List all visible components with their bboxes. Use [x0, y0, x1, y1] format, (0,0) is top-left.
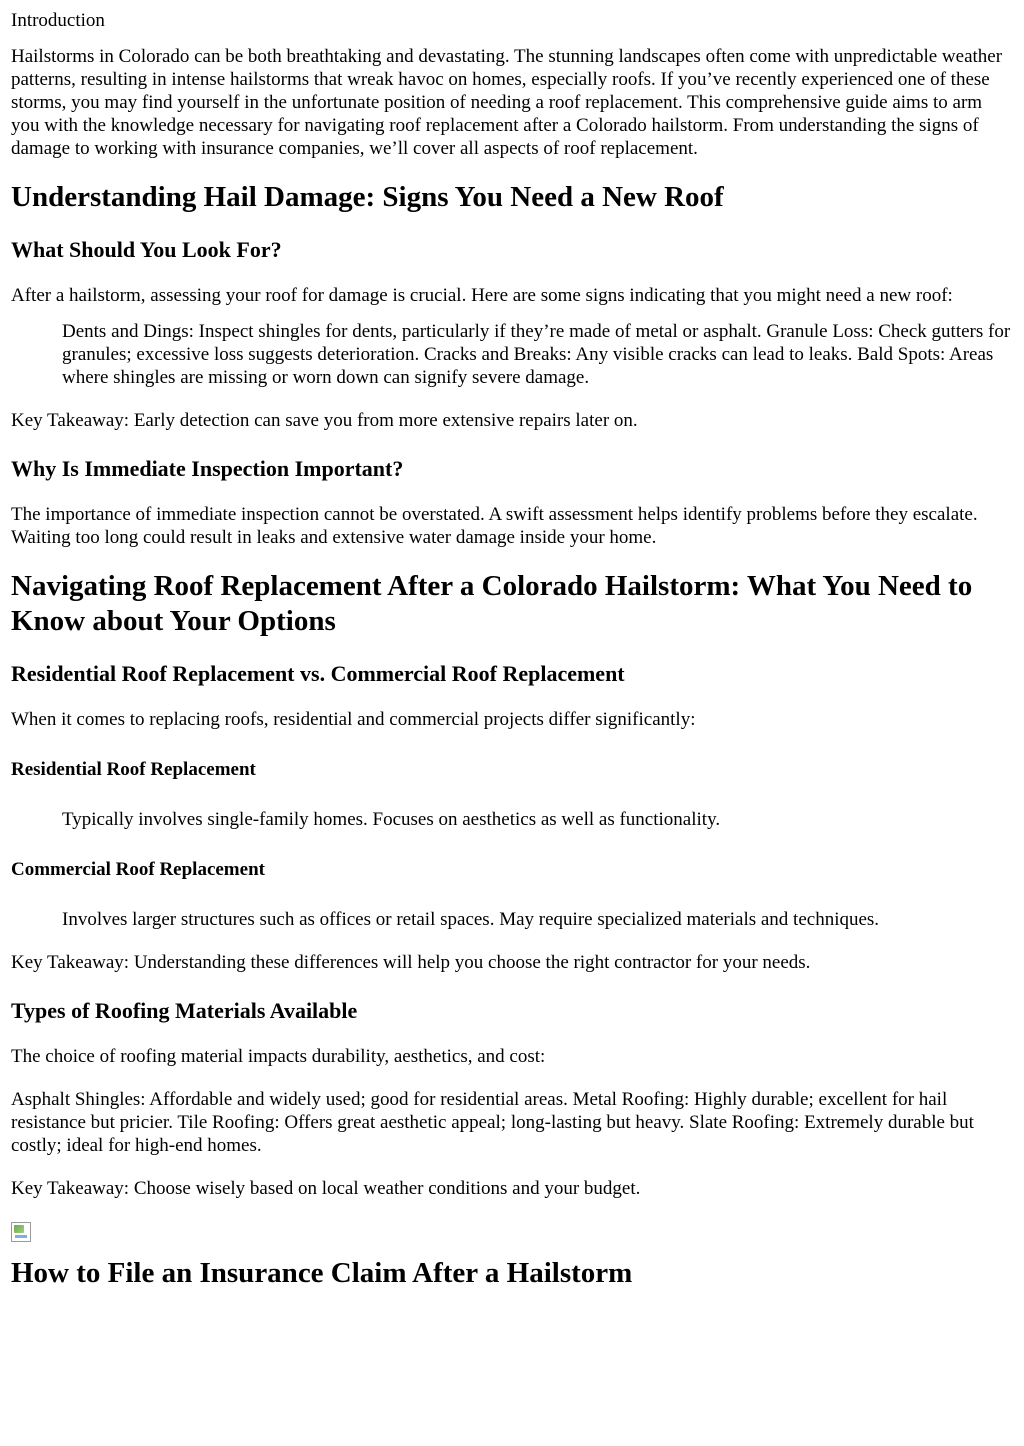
look-for-paragraph: After a hailstorm, assessing your roof for damage is crucial. Here are some signs indicating that you might need a new roof:: [11, 285, 953, 306]
damage-signs-list: Dents and Dings: Inspect shingles for dents, particularly if they’re made of metal or asphalt. Granule Loss: Check gutters for granules; excessive loss suggests deterioration. Cracks and Breaks: Any visible cracks can lead to leaks. Bald Spots: Areas where shingles are missing or worn down can signify severe damage.: [62, 321, 1011, 388]
intro-label: Introduction: [11, 10, 105, 31]
subheading-residential-vs-commercial: Residential Roof Replacement vs. Commercial Roof Replacement: [11, 661, 625, 686]
subheading-residential: Residential Roof Replacement: [11, 759, 256, 780]
subheading-immediate-inspection: Why Is Immediate Inspection Important?: [11, 456, 404, 481]
subheading-what-to-look-for: What Should You Look For?: [11, 237, 282, 262]
intro-paragraph: Hailstorms in Colorado can be both breathtaking and devastating. The stunning landscapes often come with unpredictable weather patterns, resulting in intense hailstorms that wreak havoc on homes, especially roofs. If you’ve recently experienced one of these storms, you may find yourself in the unfortunate position of needing a roof replacement. This comprehensive guide aims to arm you with the knowledge necessary for navigating roof replacement after a Colorado hailstorm. From understanding the signs of damage to working with insurance companies, we’ll cover all aspects of roof replacement.: [11, 46, 1003, 159]
materials-list: Asphalt Shingles: Affordable and widely used; good for residential areas. Metal Roofing: Highly durable; excellent for hail resistance but pricier. Tile Roofing: Offers great aesthetic appeal; long-lasting but heavy. Slate Roofing: Extremely durable but costly; ideal for high-end homes.: [11, 1089, 974, 1156]
key-takeaway-differences: Key Takeaway: Understanding these differences will help you choose the right contractor for your needs.: [11, 952, 811, 973]
section-heading-navigating-options: Navigating Roof Replacement After a Colorado Hailstorm: What You Need to Know about Your Options: [11, 570, 973, 637]
inspection-paragraph: The importance of immediate inspection cannot be overstated. A swift assessment helps identify problems before they escalate. Waiting too long could result in leaks and extensive water damage inside your home.: [11, 504, 978, 548]
residential-list: Typically involves single-family homes. Focuses on aesthetics as well as functionality.: [62, 809, 721, 830]
key-takeaway-early-detection: Key Takeaway: Early detection can save you from more extensive repairs later on.: [11, 410, 638, 431]
subheading-roofing-materials: Types of Roofing Materials Available: [11, 998, 358, 1023]
commercial-list: Involves larger structures such as offices or retail spaces. May require specialized materials and techniques.: [62, 909, 880, 930]
differences-paragraph: When it comes to replacing roofs, residential and commercial projects differ significantly:: [11, 709, 696, 730]
section-heading-insurance-claim: How to File an Insurance Claim After a Hailstorm: [11, 1257, 633, 1289]
materials-intro-paragraph: The choice of roofing material impacts durability, aesthetics, and cost:: [11, 1046, 546, 1067]
section-heading-hail-damage: Understanding Hail Damage: Signs You Need a New Roof: [11, 181, 724, 213]
broken-image-icon: [11, 1222, 31, 1242]
subheading-commercial: Commercial Roof Replacement: [11, 859, 265, 880]
key-takeaway-choose-wisely: Key Takeaway: Choose wisely based on local weather conditions and your budget.: [11, 1178, 641, 1199]
